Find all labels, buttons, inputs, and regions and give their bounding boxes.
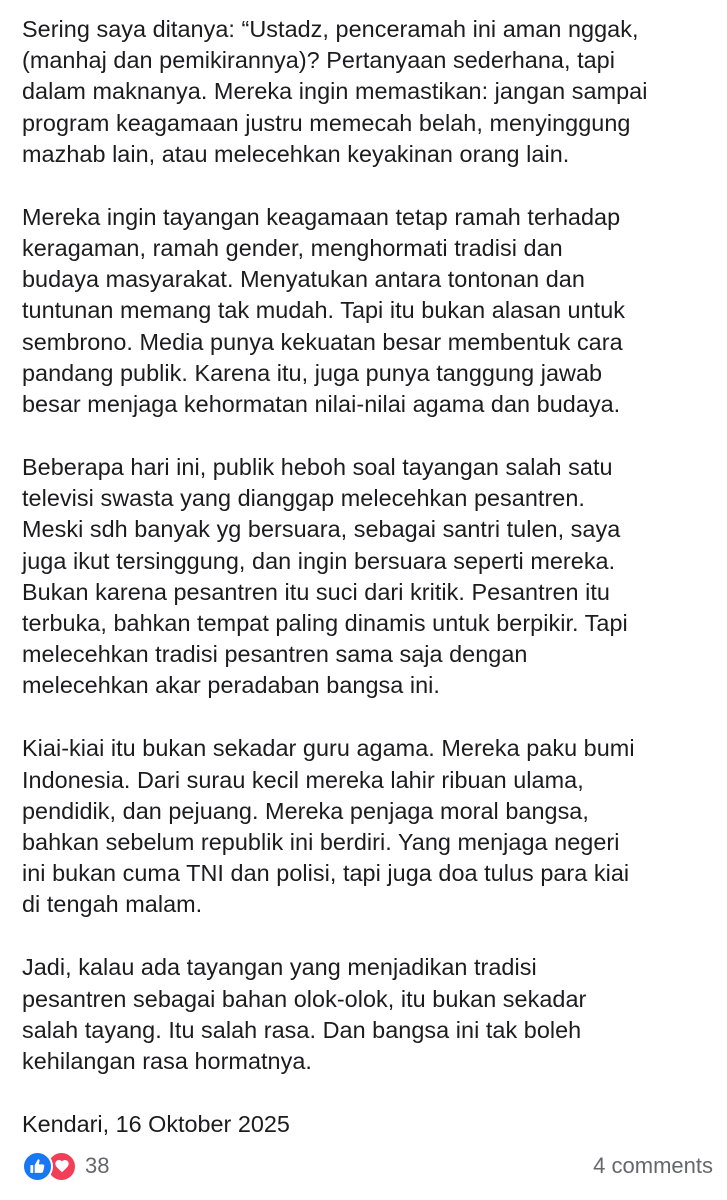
- paragraph-line: budaya masyarakat. Menyatukan antara tontonan dan: [22, 266, 585, 293]
- paragraph-line: salah tayang. Itu salah rasa. Dan bangsa ini tak boleh: [22, 1016, 582, 1043]
- post-text: [22, 14, 722, 1077]
- post-paragraph: [22, 952, 722, 1077]
- paragraph-line: Bukan karena pesantren itu suci dari kritik. Pesantren itu: [22, 578, 610, 605]
- comments-link[interactable]: 4 comments: [593, 1153, 713, 1178]
- paragraph-line: terbuka, bahkan tempat paling dinamis untuk berpikir. Tapi: [22, 610, 628, 637]
- paragraph-line: Mereka ingin tayangan keagamaan tetap ramah terhadap: [22, 203, 621, 230]
- reaction-icons: [22, 1151, 77, 1182]
- paragraph-line: kehilangan rasa hormatnya.: [22, 1048, 312, 1075]
- post-signoff: Kendari, 16 Oktober 2025: [22, 1111, 290, 1138]
- paragraph-line: di tengah malam.: [22, 891, 203, 918]
- post-body: [22, 14, 722, 1140]
- paragraph-line: ini bukan cuma TNI dan polisi, tapi juga doa tulus para kiai: [22, 860, 630, 887]
- paragraph-line: Meski sdh banyak yg bersuara, sebagai santri tulen, saya: [22, 516, 621, 543]
- reaction-count: 38: [85, 1153, 110, 1178]
- paragraph-line: Sering saya ditanya: “Ustadz, penceramah ini aman nggak,: [22, 16, 639, 42]
- paragraph-line: pendidik, dan pejuang. Mereka penjaga moral bangsa,: [22, 797, 589, 824]
- paragraph-line: tuntunan memang tak mudah. Tapi itu bukan alasan untuk: [22, 297, 626, 324]
- paragraph-line: bahkan sebelum republik ini berdiri. Yang menjaga negeri: [22, 829, 620, 856]
- paragraph-line: dalam maknanya. Mereka ingin memastikan: jangan sampai: [22, 78, 648, 105]
- post-footer: [22, 1150, 713, 1182]
- like-icon: [22, 1151, 53, 1182]
- paragraph-line: program keagamaan justru memecah belah, menyinggung: [22, 109, 631, 136]
- paragraph-line: sembrono. Media punya kekuatan besar membentuk cara: [22, 328, 623, 355]
- paragraph-line: besar menjaga kehormatan nilai-nilai agama dan budaya.: [22, 391, 621, 418]
- paragraph-line: (manhaj dan pemikirannya)? Pertanyaan sederhana, tapi: [22, 47, 615, 74]
- paragraph-line: Jadi, kalau ada tayangan yang menjadikan tradisi: [22, 954, 537, 981]
- post-paragraph: [22, 733, 722, 920]
- reactions-summary[interactable]: [22, 1151, 109, 1182]
- paragraph-line: melecehkan tradisi pesantren sama saja dengan: [22, 641, 528, 668]
- paragraph-line: Kiai-kiai itu bukan sekadar guru agama. Mereka paku bumi: [22, 735, 635, 762]
- paragraph-line: melecehkan akar peradaban bangsa ini.: [22, 672, 440, 699]
- paragraph-line: keragaman, ramah gender, menghormati tradisi dan: [22, 235, 563, 262]
- paragraph-line: Indonesia. Dari surau kecil mereka lahir ribuan ulama,: [22, 766, 584, 793]
- paragraph-line: Beberapa hari ini, publik heboh soal tayangan salah satu: [22, 454, 613, 481]
- post-paragraph: [22, 452, 722, 702]
- post-paragraph: [22, 202, 722, 420]
- paragraph-line: televisi swasta yang dianggap melecehkan pesantren.: [22, 485, 585, 512]
- post-paragraph: [22, 14, 722, 170]
- paragraph-line: pesantren sebagai bahan olok-olok, itu bukan sekadar: [22, 985, 587, 1012]
- paragraph-line: mazhab lain, atau melecehkan keyakinan orang lain.: [22, 140, 570, 167]
- paragraph-line: juga ikut tersinggung, dan ingin bersuara seperti mereka.: [22, 547, 616, 574]
- paragraph-line: pandang publik. Karena itu, juga punya tanggung jawab: [22, 359, 603, 386]
